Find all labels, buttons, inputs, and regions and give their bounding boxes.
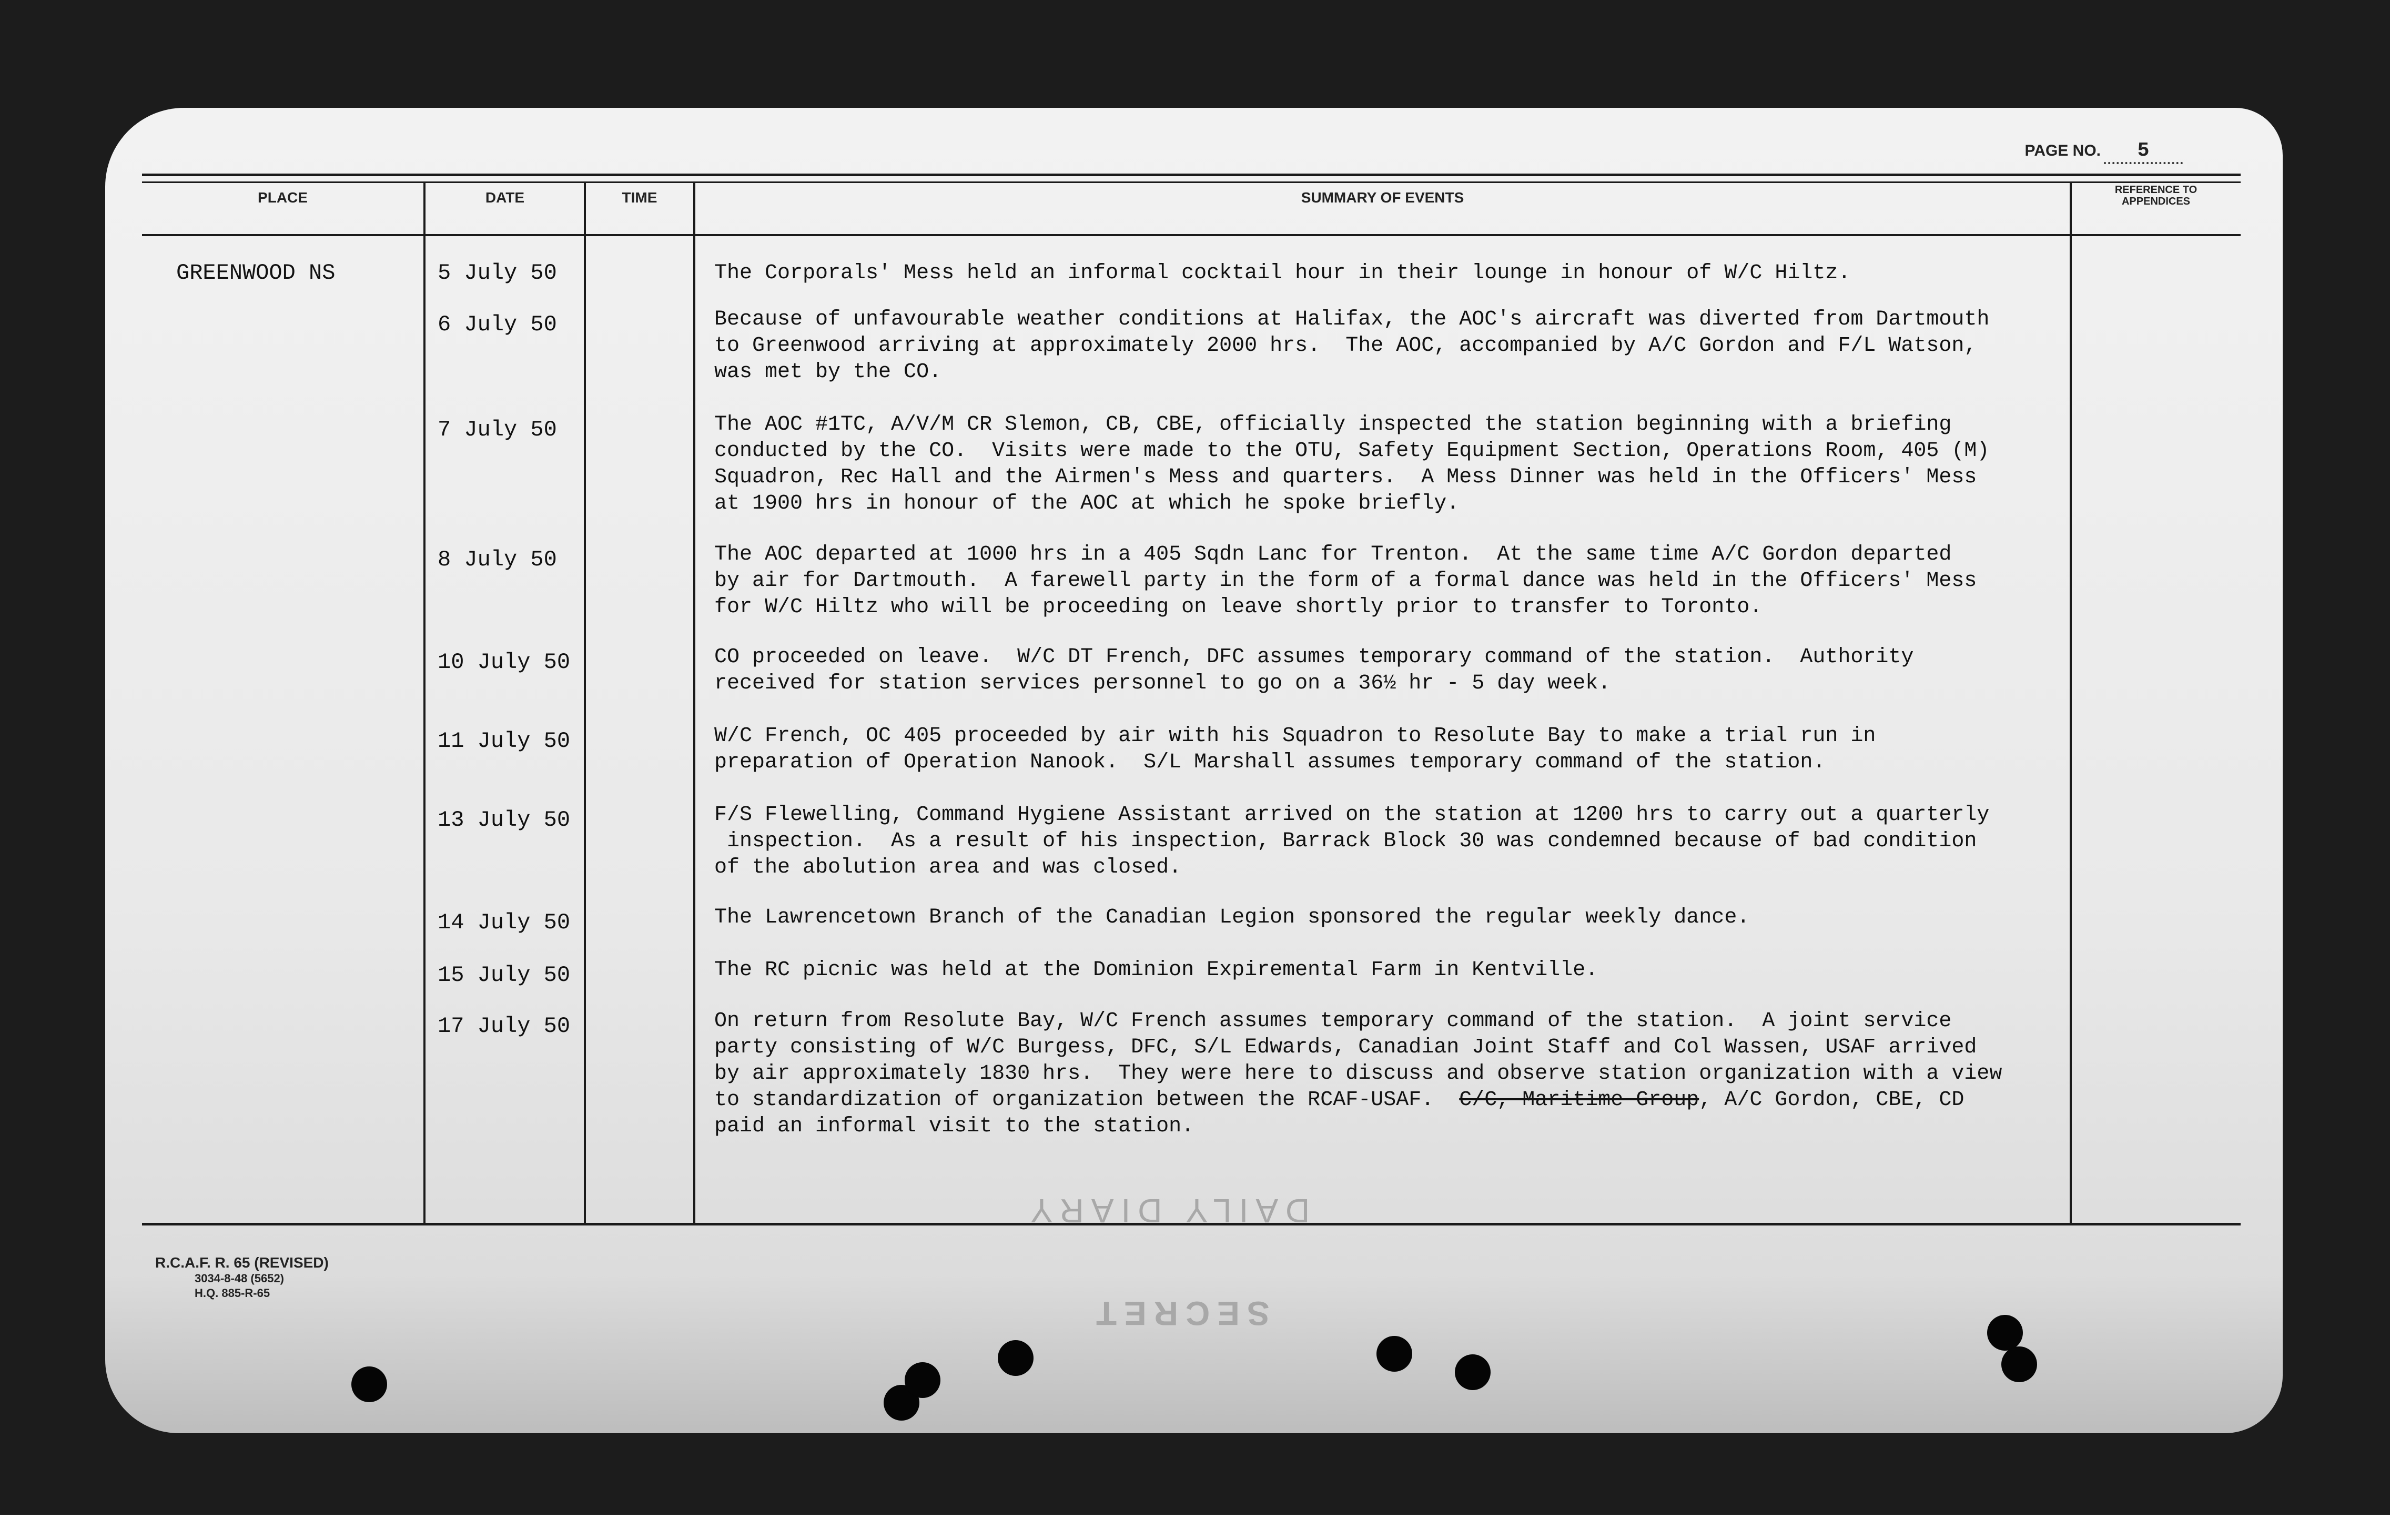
header-date: DATE (485, 189, 525, 206)
col-divider-place (423, 181, 426, 1225)
entry-text: W/C French, OC 405 proceeded by air with his Squadron to Resolute Bay to make a trial run in preparation of Operation Nanook. S/L Marshall assumes temporary command of the station. (714, 724, 1876, 774)
entry-date: 15 July 50 (438, 962, 571, 988)
page-number-value: 5 (2104, 139, 2183, 164)
entry-date: 5 July 50 (438, 260, 557, 286)
entry-date: 13 July 50 (438, 807, 571, 833)
binder-hole (905, 1362, 940, 1398)
diary-page (105, 108, 2283, 1433)
entry-date: 11 July 50 (438, 728, 571, 754)
entry-date: 10 July 50 (438, 650, 571, 675)
binder-hole (998, 1340, 1034, 1376)
header-bottom-rule (142, 234, 2241, 236)
entry-text: F/S Flewelling, Command Hygiene Assistant arrived on the station at 1200 hrs to carry out a quarterly inspection. As a result of his inspection, Barrack Block 30 was condemned because of bad condition of the abolution area and was closed. (714, 803, 1990, 879)
watermark-daily-diary: DAILY DIARY (1023, 1192, 1310, 1230)
entry-text: The Corporals' Mess held an informal cocktail hour in their lounge in honour of W/C Hiltz. (714, 261, 1851, 285)
header-place: PLACE (258, 189, 308, 206)
entry-text: Because of unfavourable weather conditions at Halifax, the AOC's aircraft was diverted from Dartmouth to Greenwood arriving at approximately 2000 hrs. The AOC, accompanied by A/C Gordon and F/L Watson, was met by the CO. (714, 308, 1990, 384)
entry-text: The Lawrencetown Branch of the Canadian Legion sponsored the regular weekly dance. (714, 906, 1750, 929)
binder-hole (1987, 1315, 2023, 1351)
header-time: TIME (622, 189, 657, 206)
binder-hole (1376, 1336, 1412, 1372)
struck-text: C/C, Maritime Group (1459, 1088, 1699, 1112)
watermark-secret: SECRET (1089, 1294, 1270, 1332)
entry-date: 17 July 50 (438, 1014, 571, 1039)
entry-text: The AOC departed at 1000 hrs in a 405 Sqdn Lanc for Trenton. At the same time A/C Gordon departed by air for Dartmouth. A farewell party in the form of a formal dance was held in the Officers' Mess for W/C Hiltz who will be proceeding on leave shortly prior to transfer to Toronto. (714, 543, 1977, 619)
entry-text: The RC picnic was held at the Dominion Expiremental Farm in Kentville. (714, 958, 1598, 982)
table-top-rule-2 (142, 181, 2241, 183)
binder-hole (351, 1366, 387, 1402)
col-divider-time (693, 181, 695, 1225)
entry-date: 14 July 50 (438, 910, 571, 935)
entry-text: CO proceeded on leave. W/C DT French, DFC assumes temporary command of the station. Authority received for station services personnel to go on a 36½ hr - 5 day week. (714, 645, 1914, 695)
form-number: R.C.A.F. R. 65 (REVISED) 3034-8-48 (5652) H.Q. 885-R-65 (155, 1254, 329, 1300)
entry-date: 8 July 50 (438, 547, 557, 572)
binder-hole (2001, 1346, 2037, 1382)
entry-date: 7 July 50 (438, 417, 557, 442)
page-number: PAGE NO. 5 (2025, 139, 2183, 164)
place-name: GREENWOOD NS (176, 260, 336, 286)
header-reference: REFERENCE TO APPENDICES (2114, 184, 2197, 207)
binder-hole (1455, 1354, 1491, 1390)
col-divider-date (584, 181, 586, 1225)
entry-text: On return from Resolute Bay, W/C French assumes temporary command of the station. A joint service party consisting of W/C Burgess, DFC, S/L Edwards, Canadian Joint Staff and Col Wassen, USAF arrived by air approximately 1830 hrs. They were here to discuss and observe station organization with a view to standardization of organization between the RCAF-USAF. C/C, Maritime Group, A/C Gordon, CBE, CD paid an informal visit to the station. (714, 1009, 2002, 1138)
header-summary: SUMMARY OF EVENTS (1301, 189, 1464, 206)
background-band (0, 1515, 2390, 1540)
entry-text: The AOC #1TC, A/V/M CR Slemon, CB, CBE, officially inspected the station beginning with a briefing conducted by the CO. Visits were made to the OTU, Safety Equipment Section, Operations Room, 405 (M) Squadron, Rec Hall and the Airmen's Mess and quarters. A Mess Dinner was held in the Officers' Mess at 1900 hrs in honour of the AOC at which he spoke briefly. (714, 413, 1990, 515)
entry-date: 6 July 50 (438, 312, 557, 337)
table-top-rule (142, 174, 2241, 176)
